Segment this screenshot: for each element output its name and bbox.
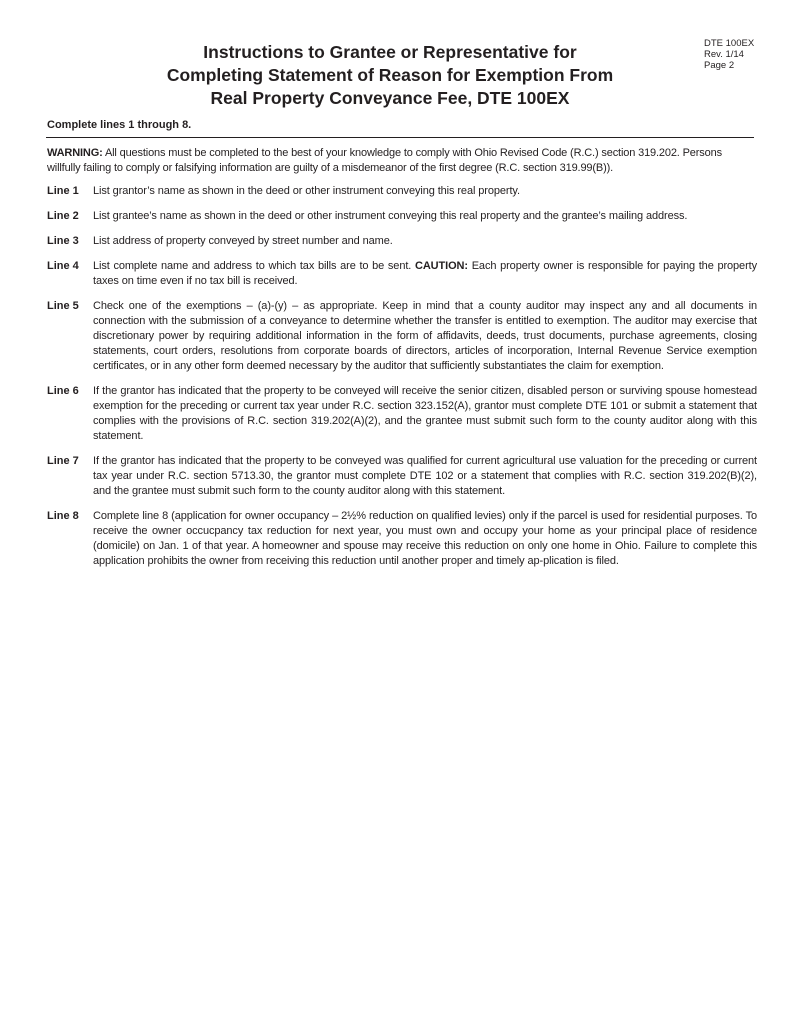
divider <box>46 137 754 138</box>
title-line-1: Instructions to Grantee or Representative for <box>203 42 577 62</box>
line-instruction-7 <box>47 454 757 499</box>
line-label: Line 2 <box>47 210 79 222</box>
line-label: Line 3 <box>47 235 79 247</box>
form-identifier <box>704 38 754 71</box>
line-text: Check one of the exemptions – (a)-(y) – as appropriate. Keep in mind that a county auditor may inspect any and all documents in connection with the submission of a conveyance to determine whether the transfer is entitled to exemption. The auditor may exercise that discretionary power by requiring additional information in the form of affidavits, deeds, trust documents, purchase agreements, closing statements, court orders, resolutions from corporate boards of directors, articles of incorporation, Internal Revenue Service exemption certificates, or in any other form deemed necessary by the auditor that sufficiently substantiates the claim for exemption. <box>93 300 757 372</box>
line-label: Line 1 <box>47 185 79 197</box>
line-instruction-1 <box>47 184 757 199</box>
line-instruction-5 <box>47 299 757 374</box>
line-label: Line 7 <box>47 455 79 467</box>
line-label: Line 4 <box>47 260 79 272</box>
warning-paragraph <box>47 146 757 176</box>
line-text: List grantee’s name as shown in the deed or other instrument conveying this real property and the grantee’s mailing address. <box>93 210 688 222</box>
warning-label: WARNING: <box>47 147 103 159</box>
line-instruction-8 <box>47 509 757 569</box>
line-text <box>93 259 757 289</box>
line-text-before: List complete name and address to which tax bills are to be sent. <box>93 260 415 272</box>
line-label: Line 6 <box>47 385 79 397</box>
line-text: List grantor’s name as shown in the deed or other instrument conveying this real property. <box>93 185 520 197</box>
title-line-3: Real Property Conveyance Fee, DTE 100EX <box>210 88 570 108</box>
line-text: List address of property conveyed by street number and name. <box>93 235 393 247</box>
form-code: DTE 100EX <box>704 38 755 49</box>
line-instruction-4 <box>47 259 757 289</box>
line-label: Line 8 <box>47 510 79 522</box>
line-instruction-2 <box>47 209 757 224</box>
caution-label: CAUTION: <box>414 260 468 272</box>
instructions-subhead: Complete lines 1 through 8. <box>47 119 192 131</box>
page-title <box>120 41 660 110</box>
warning-text: All questions must be completed to the best of your knowledge to comply with Ohio Revised Code (R.C.) section 319.202. Persons willfully failing to comply or falsifying information are guilty of a misdemeanor of the first degree (R.C. section 319.99(B)). <box>47 147 722 174</box>
title-line-2: Completing Statement of Reason for Exemption From <box>166 65 614 85</box>
line-text: If the grantor has indicated that the property to be conveyed will receive the senior citizen, disabled person or surviving spouse homestead exemption for the preceding or current tax year under R.C. section 323.152(A), grantor must complete DTE 101 or submit a statement that complies with the provisions of R.C. section 319.202(A)(2), and the grantee must submit such form to the county auditor along with this statement. <box>93 385 757 442</box>
line-label: Line 5 <box>47 300 79 312</box>
line-text: If the grantor has indicated that the property to be conveyed was qualified for current agricultural use valuation for the preceding or current tax year under R.C. section 5713.30, the grantor must complete DTE 102 or a statement that complies with R.C. section 319.202(B)(2), and the grantee must submit such form to the county auditor along with this statement. <box>93 455 757 497</box>
line-instructions <box>47 184 757 579</box>
line-text: Complete line 8 (application for owner occupancy – 2½% reduction on qualified levies) only if the parcel is used for residential purposes. To receive the owner occucpancy tax reduction for next year, you must own and occupy your home as your principal place of residence (domicile) on Jan. 1 of that year. A homeowner and spouse may receive this reduction on only one home in Ohio. Failure to complete this application prohibits the owner from receiving this reduction until another proper and timely ap-plication is filed. <box>93 510 757 567</box>
line-instruction-6 <box>47 384 757 444</box>
form-revision: Rev. 1/14 <box>704 49 744 60</box>
page-number: Page 2 <box>704 60 735 71</box>
line-instruction-3 <box>47 234 757 249</box>
line-text-after: Each property owner is responsible for paying the property taxes on time even if no tax bill is received. <box>93 260 757 287</box>
